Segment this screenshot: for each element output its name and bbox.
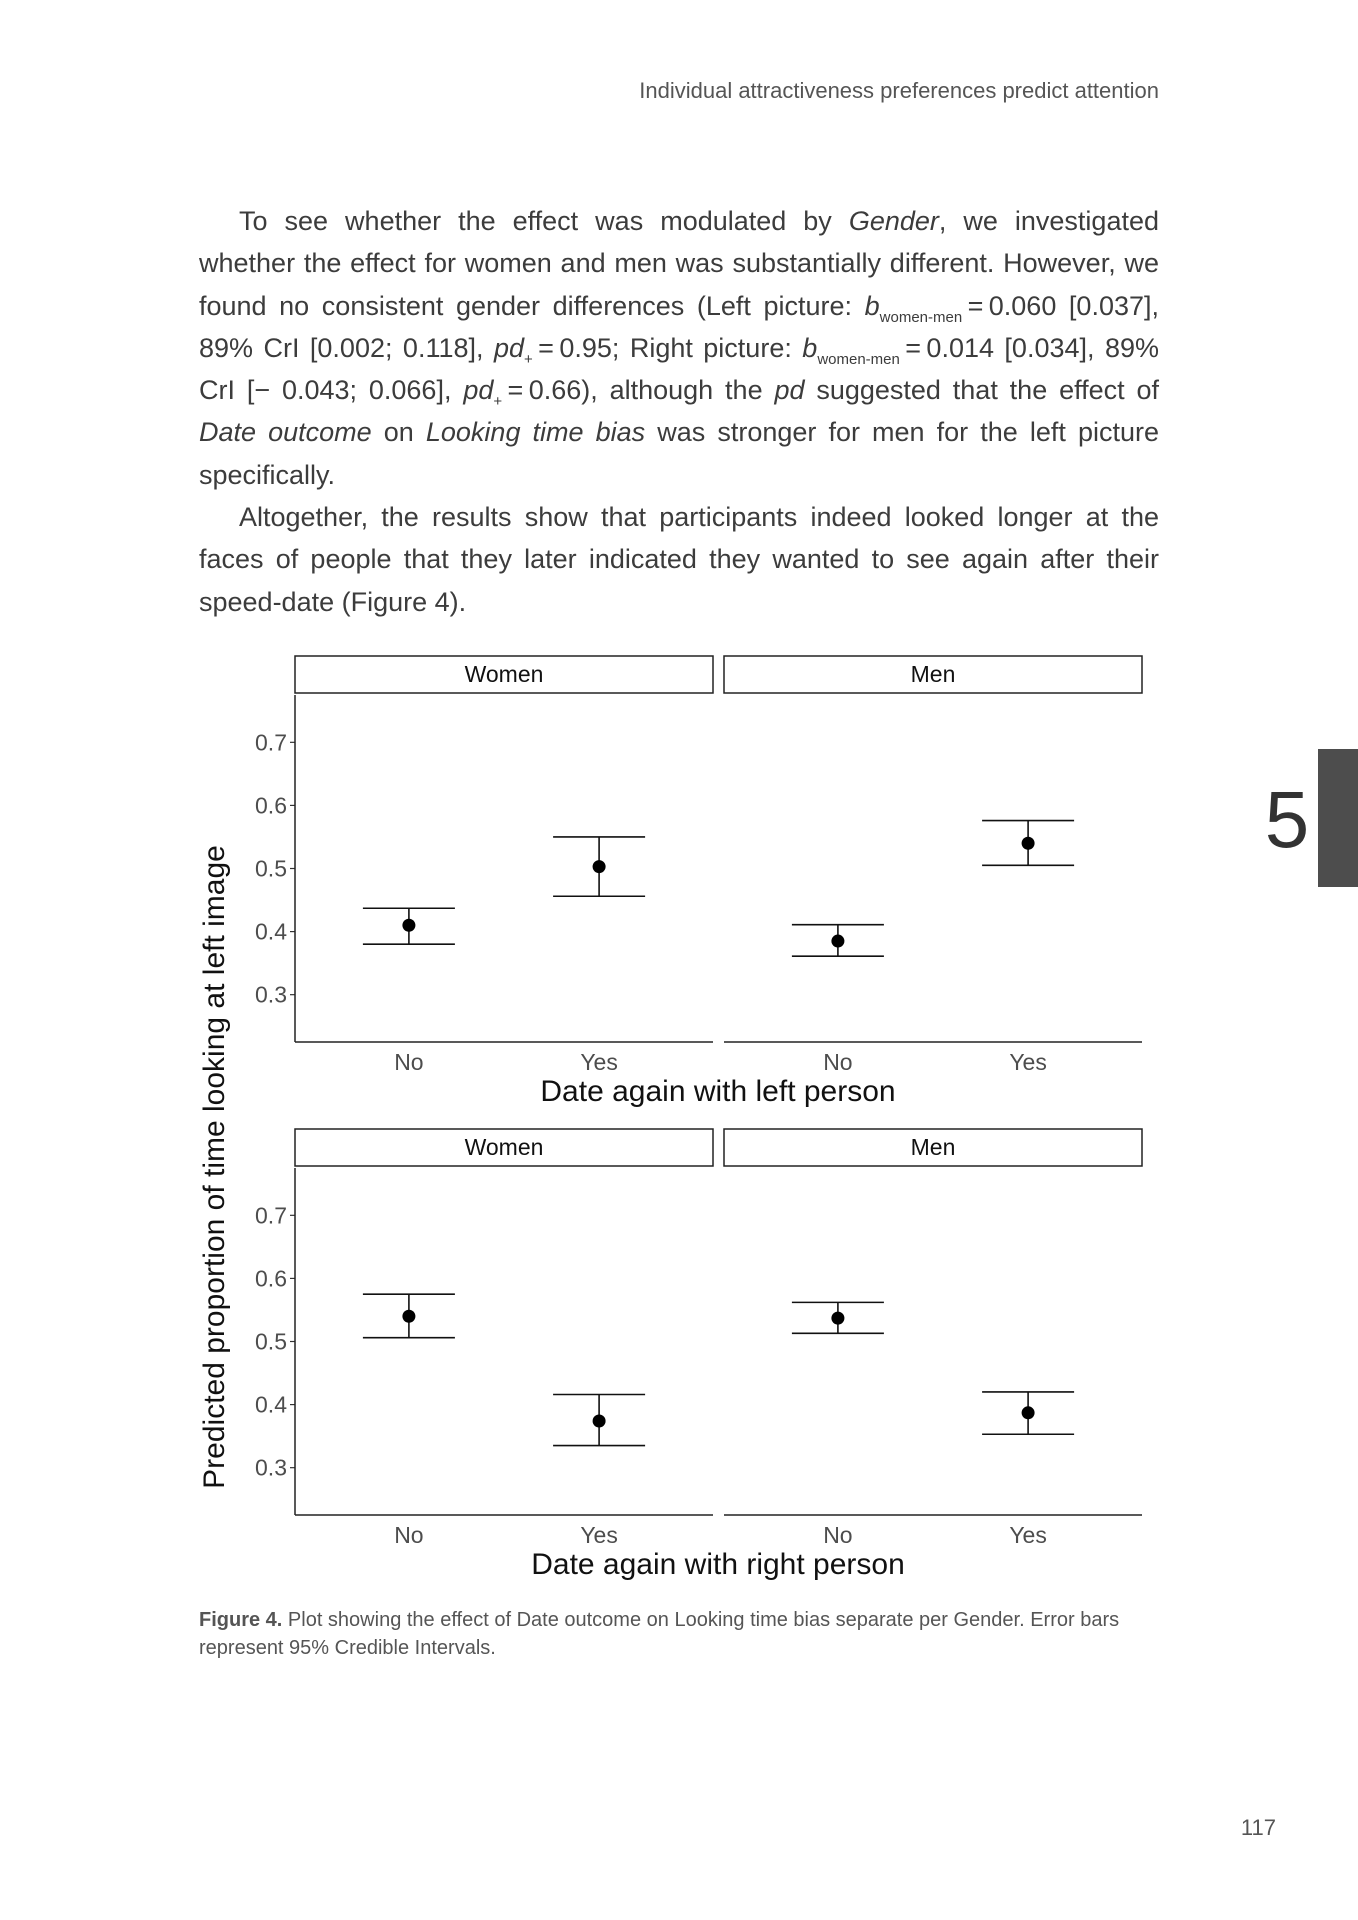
- y-tick-label: 0.7: [255, 1202, 287, 1229]
- y-tick-label: 0.3: [255, 981, 287, 1008]
- x-tick-label: Yes: [1009, 1049, 1047, 1075]
- body-text: [199, 200, 1159, 623]
- x-tick-label: No: [823, 1522, 853, 1548]
- data-point: [593, 860, 606, 873]
- x-tick-label: Yes: [1009, 1522, 1047, 1548]
- caption-label: Figure 4.: [199, 1609, 283, 1631]
- data-point: [402, 919, 415, 932]
- x-axis-title: Date again with right person: [531, 1548, 905, 1581]
- y-tick-label: 0.3: [255, 1454, 287, 1481]
- data-point: [593, 1414, 606, 1427]
- data-point: [831, 935, 844, 948]
- data-point: [1022, 1406, 1035, 1419]
- page-number: 117: [1240, 1815, 1276, 1840]
- x-tick-label: No: [823, 1049, 853, 1075]
- x-axis-title: Date again with left person: [540, 1075, 896, 1108]
- data-point: [402, 1310, 415, 1323]
- paragraph-2: Altogether, the results show that participants indeed looked longer at the faces of people that they later indicated they wanted to see again after their speed-date (Figure 4).: [199, 502, 1159, 617]
- y-tick-label: 0.6: [255, 1265, 287, 1292]
- chapter-tab: [1318, 749, 1358, 887]
- data-point: [831, 1312, 844, 1325]
- y-tick-label: 0.5: [255, 855, 287, 882]
- facet-title: Women: [464, 661, 544, 687]
- figure-caption: Figure 4. Plot showing the effect of Date outcome on Looking time bias separate per Gender. Error bars represent 95% Credible Intervals.: [199, 1609, 1120, 1659]
- y-tick-label: 0.5: [255, 1328, 287, 1355]
- y-tick-label: 0.4: [255, 918, 287, 945]
- facet-title: Men: [910, 1134, 956, 1160]
- y-tick-label: 0.7: [255, 729, 287, 756]
- x-tick-label: Yes: [580, 1049, 618, 1075]
- facet-title: Women: [464, 1134, 544, 1160]
- x-tick-label: No: [394, 1049, 424, 1075]
- x-tick-label: No: [394, 1522, 424, 1548]
- running-header: Individual attractiveness preferences predict attention: [639, 78, 1159, 103]
- paragraph-1: To see whether the effect was modulated by Gender, we investigated whether the effect for women and men was substantially different. However, we found no consistent gender differences (Left picture: $b_{women-men} = 0.060$ [0.037], 89% CrI [0.002; 0.118], $pd_+ = 0.95$; Right picture: $b_{women-men} = 0.014$ [0.034], 89% CrI [− 0.043; 0.066], $pd_+ = 0.66$), although the pd suggested that the effect of Date outcome on Looking time bias was stronger for men for the left picture specifically.: [199, 206, 1160, 490]
- x-tick-label: Yes: [580, 1522, 618, 1548]
- y-axis-title: Predicted proportion of time looking at left image: [198, 845, 231, 1489]
- chapter-number: 5: [1264, 775, 1310, 864]
- facet-title: Men: [910, 661, 956, 687]
- y-tick-label: 0.6: [255, 792, 287, 819]
- data-point: [1022, 837, 1035, 850]
- figure-4-plot: [195, 640, 1195, 1600]
- y-tick-label: 0.4: [255, 1391, 287, 1418]
